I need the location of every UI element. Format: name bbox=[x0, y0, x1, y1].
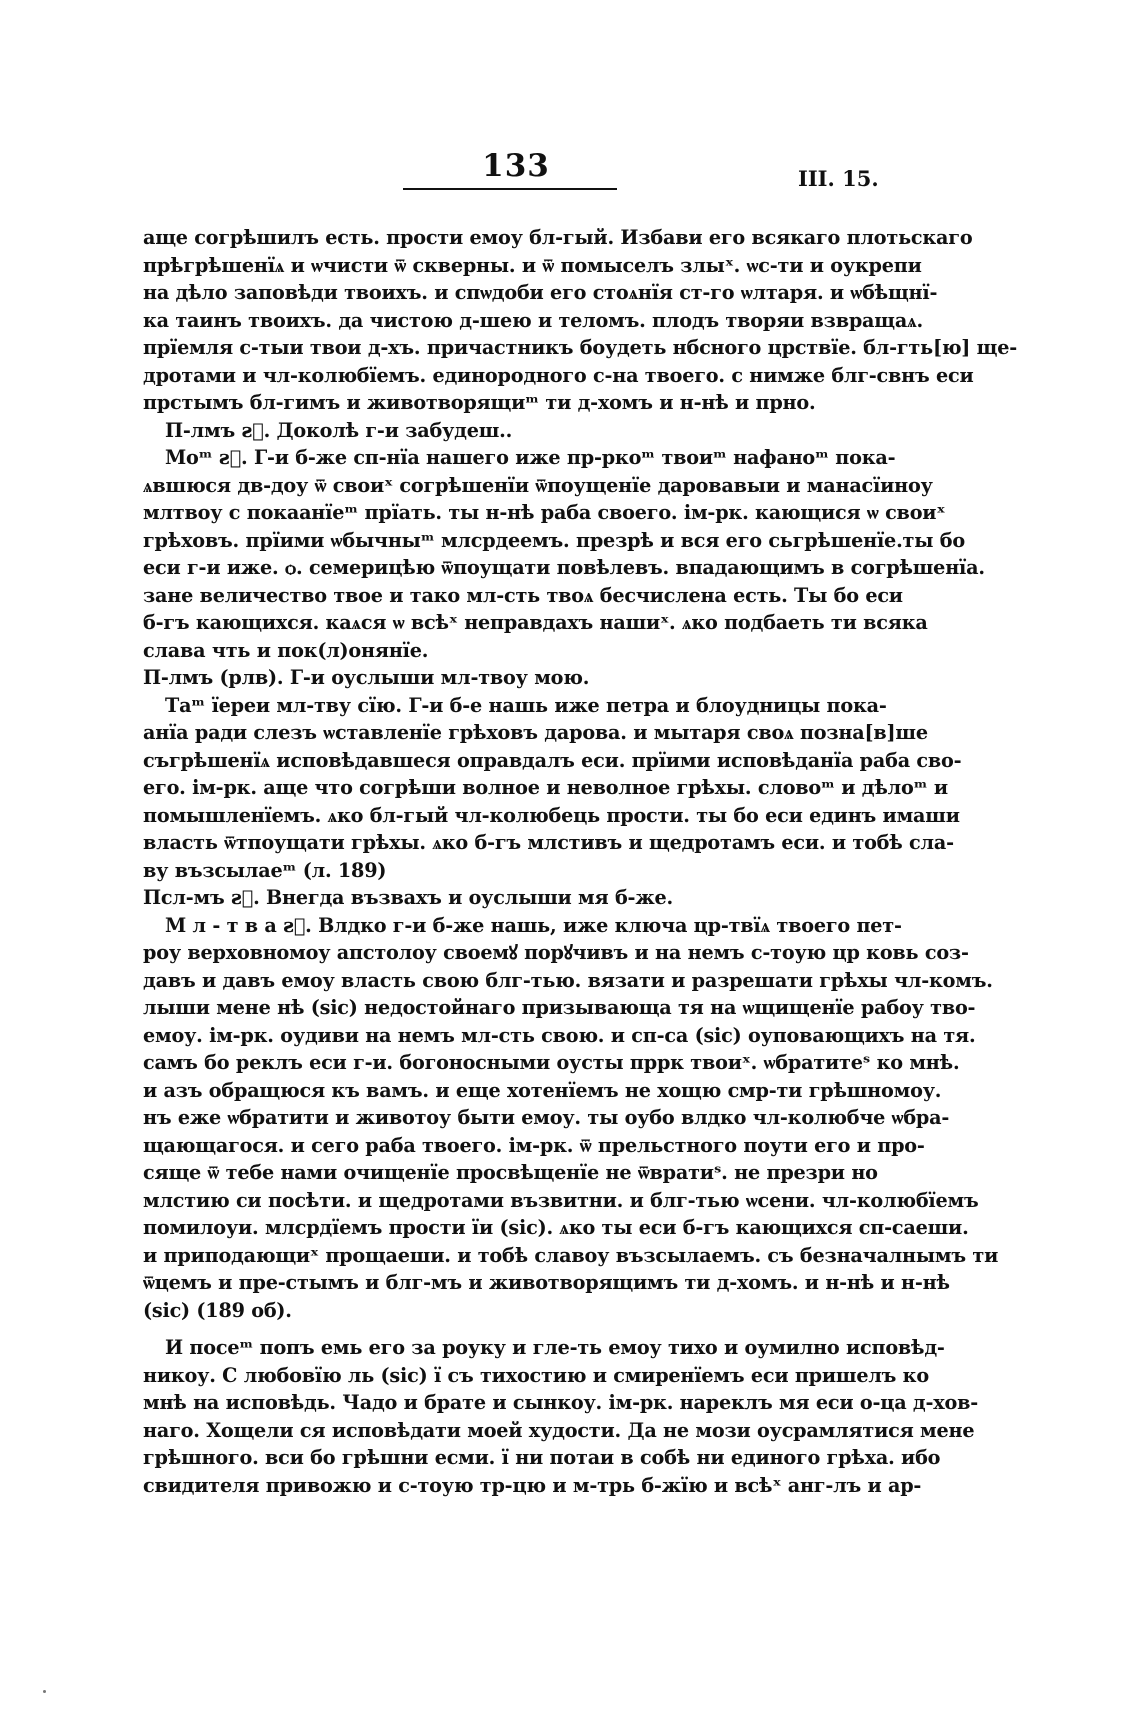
text-line: ѧвшюся дв-доу ѿ своиˣ согрѣшенїи ѿпоущенїе даровавыи и манасїиноу bbox=[143, 473, 933, 497]
paragraph-1 bbox=[143, 224, 1017, 417]
text-line: млтвоу с покаанїеᵐ прїать. ты н-нѣ раба своего. ім-рк. кающися ѡ своиˣ bbox=[143, 501, 946, 524]
page-number: 133 bbox=[482, 148, 550, 184]
text-line: помилоуи. млсрдїемъ прости їи (sic). ѧко ты еси б-гъ кающихся сп-саеши. bbox=[143, 1216, 969, 1239]
paragraph-psalm-1 bbox=[143, 417, 903, 445]
text-line: аще согрѣшилъ есть. прости емоу бл-гый. Избави его всякаго плотьскаго bbox=[143, 226, 973, 249]
text-line: грѣшного. вси бо грѣшни есми. ї ни потаи в собѣ ни единого грѣха. ибо bbox=[143, 1446, 941, 1469]
text-line: б-гъ кающихся. каѧся ѡ всѣˣ неправдахъ нашиˣ. ѧко подбаеть ти всяка bbox=[143, 611, 928, 634]
text-line: и азъ обращюся къ вамъ. и еще хотенїемъ не хощю смр-ти грѣшномоу. bbox=[143, 1078, 942, 1102]
paragraph-prayer-3 bbox=[143, 912, 999, 1325]
text-line: щающагося. и сего раба твоего. ім-рк. ѿ прельстного поути его и про- bbox=[143, 1133, 925, 1157]
text-line: анїа ради слезъ ѡставленїе грѣховъ дарова. и мытаря своѧ позна[в]ше bbox=[143, 721, 928, 744]
text-line: Моᵐ ꙅ҃. Г-и б-же сп-нїа нашего иже пр-ркоᵐ твоиᵐ нафаноᵐ пока- bbox=[165, 446, 896, 469]
text-line: П-лмъ ꙅ҃. Доколѣ г-и забудеш.. bbox=[165, 418, 513, 442]
text-line: его. ім-рк. аще что согрѣши волное и неволное грѣхы. словоᵐ и дѣлоᵐ и bbox=[143, 776, 948, 799]
text-line: никоу. С любовїю ль (sic) ї съ тихостию и смиренїемъ еси пришелъ ко bbox=[143, 1363, 929, 1387]
scan-speck bbox=[43, 1690, 46, 1693]
running-head: III. 15. bbox=[798, 166, 879, 191]
text-line: сяще ѿ тебе нами очищенїе просвѣщенїе не ѿвратиˢ. не презри но bbox=[143, 1161, 878, 1184]
text-line: помышленїемъ. ѧко бл-гый чл-колюбець прости. ты бо еси единъ имаши bbox=[143, 803, 960, 827]
text-line: и приподающиˣ прощаеши. и тобѣ славоу възсылаемъ. съ безначалнымъ ти bbox=[143, 1243, 999, 1267]
header-rule bbox=[403, 188, 617, 190]
text-line: свидителя привожю и с-тоую тр-цю и м-трь б-жїю и всѣˣ анг-лъ и ар- bbox=[143, 1473, 922, 1497]
text-line: лыши мене нѣ (sic) недостойнаго призывающа тя на ѡщищенїе рабоу тво- bbox=[143, 996, 976, 1019]
text-line: Псл-мъ ꙅ҃. Внегда възвахъ и оуслыши мя б-же. bbox=[143, 886, 673, 909]
paragraph-prayer-2 bbox=[143, 692, 962, 885]
paragraph-psalm-3 bbox=[143, 884, 903, 912]
text-line: наго. Хощели ся исповѣдати моей худости. Да не мози оусрамлятися мене bbox=[143, 1418, 975, 1442]
text-line: прстымъ бл-гимъ и животворящиᵐ ти д-хомъ и н-нѣ и прно. bbox=[143, 391, 816, 414]
paragraph-prayer-1 bbox=[143, 444, 985, 664]
text-line: нъ еже ѡбратити и животоу быти емоу. ты оубо влдко чл-колюбче ѡбра- bbox=[143, 1106, 950, 1129]
text-line: грѣховъ. прїими ѡбычныᵐ млсрдеемъ. презрѣ и вся его сьгрѣшенїе.ты бо bbox=[143, 528, 965, 552]
text-line: давъ и давъ емоу власть свою блг-тью. вязати и разрешати грѣхы чл-комъ. bbox=[143, 968, 993, 992]
text-line: прїемля с-тыи твои д-хъ. причастникъ боудеть нбсного црствїе. бл-гть[ю] ще- bbox=[143, 336, 1017, 359]
text-line: зане величество твое и тако мл-сть твоѧ бесчислена есть. Ты бо еси bbox=[143, 583, 903, 607]
text-line: роу верховномоу апстолоу своемꙋ порꙋчивъ и на немъ с-тоую цр ковь соз- bbox=[143, 941, 969, 964]
text-line: (sic) (189 об). bbox=[143, 1298, 292, 1322]
text-line: на дѣло заповѣди твоихъ. и спѡдоби его стоѧнїя ст-го ѡлтаря. и ѡбѣщнї- bbox=[143, 281, 938, 304]
page-header bbox=[0, 148, 1140, 208]
paragraph-psalm-2 bbox=[143, 664, 903, 692]
text-line: ѿцемъ и пре-стымъ и блг-мъ и животворящимъ ти д-хомъ. и н-нѣ и н-нѣ bbox=[143, 1271, 950, 1294]
text-line: мнѣ на исповѣдь. Чадо и брате и сынкоу. ім-рк. нареклъ мя еси о-ца д-хов- bbox=[143, 1391, 979, 1414]
text-line: П-лмъ (рлв). Г-и оуслыши мл-твоу мою. bbox=[143, 666, 590, 689]
text-line: ву възсылаеᵐ (л. 189) bbox=[143, 858, 387, 882]
text-line: дротами и чл-колюбїемъ. единородного с-на твоего. с нимже блг-свнъ еси bbox=[143, 363, 974, 387]
text-line: слава чть и пок(л)онянїе. bbox=[143, 638, 429, 662]
body-text bbox=[143, 224, 1017, 1499]
text-line: М л - т в а ꙅ҃. Влдко г-и б-же нашь, иже ключа цр-твїѧ твоего пет- bbox=[165, 913, 902, 937]
text-line: ка таинъ твоихъ. да чистою д-шею и теломъ. плодъ творяи взвращаѧ. bbox=[143, 308, 923, 332]
text-line: съгрѣшенїѧ исповѣдавшеся оправдалъ еси. прїими исповѣданїа раба сво- bbox=[143, 748, 962, 772]
text-line: власть ѿтпоущати грѣхы. ѧко б-гъ млстивъ и щедротамъ еси. и тобѣ сла- bbox=[143, 831, 954, 854]
text-line: самъ бо реклъ еси г-и. богоносными оусты пррк твоиˣ. ѡбратитеˢ ко мнѣ. bbox=[143, 1051, 960, 1074]
paragraph-gap bbox=[143, 1324, 903, 1334]
text-line: еси г-и иже. ѻ. семерицѣю ѿпоущати повѣлевъ. впадающимъ в согрѣшенїа. bbox=[143, 556, 985, 579]
text-line: И посеᵐ попъ емь его за роуку и гле-ть емоу тихо и оумилно исповѣд- bbox=[165, 1336, 945, 1359]
text-line: млстию си посѣти. и щедротами възвитни. и блг-тью ѡсени. чл-колюбїемъ bbox=[143, 1188, 979, 1212]
text-line: Таᵐ їереи мл-тву сїю. Г-и б-е нашь иже петра и блоудницы пока- bbox=[165, 693, 887, 717]
paragraph-confession bbox=[143, 1334, 979, 1499]
text-line: емоу. ім-рк. оудиви на немъ мл-сть свою. и сп-са (sic) оуповающихъ на тя. bbox=[143, 1023, 976, 1047]
text-line: прѣгрѣшенїѧ и ѡчисти ѿ скверны. и ѿ помыселъ злыˣ. ѡс-ти и оукрепи bbox=[143, 253, 922, 277]
